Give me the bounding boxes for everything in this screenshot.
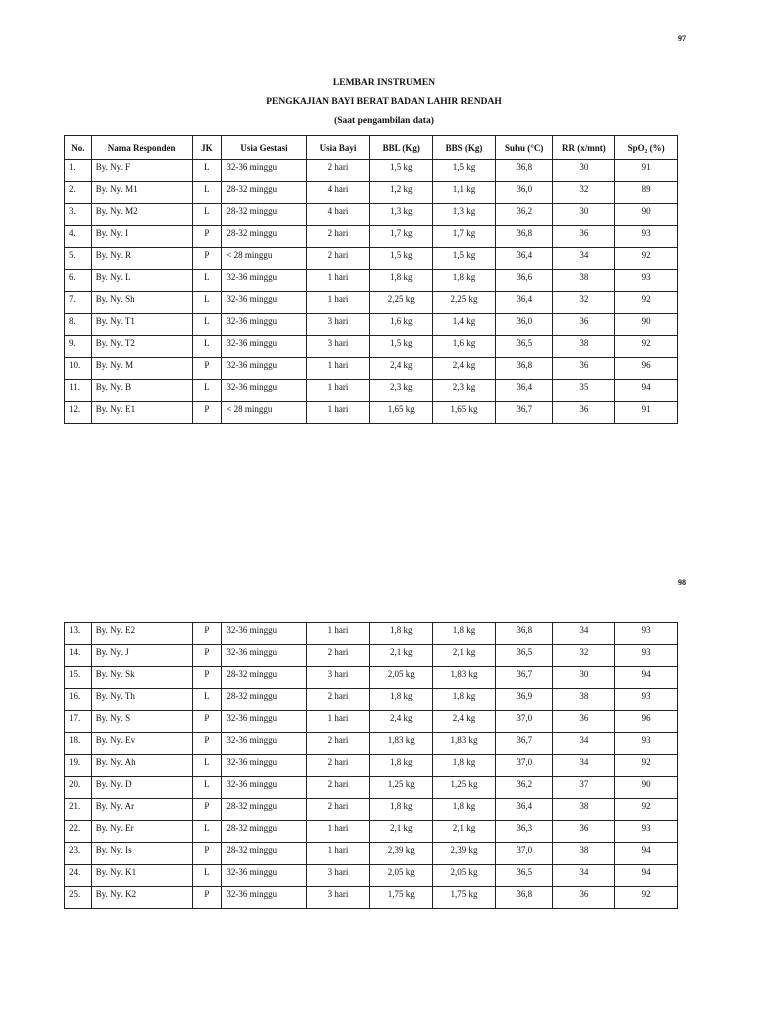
cell-jk: P <box>192 667 222 689</box>
cell-rr: 36 <box>553 402 615 424</box>
cell-usia-gestasi: 32-36 minggu <box>222 755 306 777</box>
table-row <box>65 887 678 909</box>
cell-bbs: 1,4 kg <box>433 314 496 336</box>
cell-no: 10. <box>65 358 92 380</box>
cell-spo2: 94 <box>615 380 678 402</box>
header-jk: JK <box>192 136 222 160</box>
cell-no: 8. <box>65 314 92 336</box>
cell-no: 13. <box>65 623 92 645</box>
cell-bbl: 2,4 kg <box>370 358 433 380</box>
cell-usia-gestasi: 32-36 minggu <box>222 733 306 755</box>
cell-no: 17. <box>65 711 92 733</box>
cell-spo2: 93 <box>615 733 678 755</box>
table-row <box>65 821 678 843</box>
table-row <box>65 380 678 402</box>
header-suhu: Suhu (°C) <box>495 136 553 160</box>
cell-usia-gestasi: 32-36 minggu <box>222 711 306 733</box>
cell-bbl: 1,65 kg <box>370 402 433 424</box>
cell-spo2: 96 <box>615 358 678 380</box>
cell-suhu: 36,4 <box>495 248 553 270</box>
cell-spo2: 92 <box>615 755 678 777</box>
cell-rr: 36 <box>553 887 615 909</box>
cell-suhu: 36,8 <box>495 160 553 182</box>
cell-usia-bayi: 1 hari <box>306 270 370 292</box>
header-no: No. <box>65 136 92 160</box>
cell-usia-bayi: 2 hari <box>306 645 370 667</box>
header-nama-responden: Nama Responden <box>91 136 192 160</box>
cell-no: 5. <box>65 248 92 270</box>
cell-bbs: 2,4 kg <box>433 358 496 380</box>
cell-bbs: 1,65 kg <box>433 402 496 424</box>
cell-no: 1. <box>65 160 92 182</box>
cell-suhu: 36,3 <box>495 821 553 843</box>
cell-bbs: 2,25 kg <box>433 292 496 314</box>
cell-bbs: 2,39 kg <box>433 843 496 865</box>
cell-suhu: 37,0 <box>495 755 553 777</box>
cell-bbl: 1,2 kg <box>370 182 433 204</box>
cell-nama-responden: By. Ny. Is <box>91 843 192 865</box>
cell-bbs: 1,83 kg <box>433 667 496 689</box>
cell-no: 2. <box>65 182 92 204</box>
cell-usia-gestasi: < 28 minggu <box>222 402 306 424</box>
table-row <box>65 248 678 270</box>
cell-usia-gestasi: 28-32 minggu <box>222 843 306 865</box>
cell-suhu: 36,2 <box>495 777 553 799</box>
table-row <box>65 292 678 314</box>
cell-rr: 36 <box>553 358 615 380</box>
cell-nama-responden: By. Ny. T2 <box>91 336 192 358</box>
cell-usia-bayi: 4 hari <box>306 182 370 204</box>
cell-usia-gestasi: 28-32 minggu <box>222 204 306 226</box>
table-row <box>65 667 678 689</box>
cell-bbl: 2,05 kg <box>370 667 433 689</box>
cell-jk: P <box>192 645 222 667</box>
document-title: LEMBAR INSTRUMEN <box>332 78 436 88</box>
cell-usia-bayi: 1 hari <box>306 402 370 424</box>
cell-bbl: 1,25 kg <box>370 777 433 799</box>
cell-rr: 36 <box>553 821 615 843</box>
cell-nama-responden: By. Ny. F <box>91 160 192 182</box>
cell-no: 11. <box>65 380 92 402</box>
cell-no: 7. <box>65 292 92 314</box>
cell-suhu: 36,7 <box>495 667 553 689</box>
cell-usia-bayi: 1 hari <box>306 821 370 843</box>
cell-usia-bayi: 2 hari <box>306 733 370 755</box>
cell-usia-gestasi: 28-32 minggu <box>222 667 306 689</box>
cell-spo2: 92 <box>615 248 678 270</box>
cell-usia-gestasi: 32-36 minggu <box>222 865 306 887</box>
cell-rr: 36 <box>553 226 615 248</box>
cell-nama-responden: By. Ny. Sh <box>91 292 192 314</box>
table-row <box>65 160 678 182</box>
cell-rr: 34 <box>553 623 615 645</box>
cell-jk: P <box>192 733 222 755</box>
cell-nama-responden: By. Ny. M <box>91 358 192 380</box>
cell-suhu: 36,8 <box>495 887 553 909</box>
cell-usia-gestasi: 28-32 minggu <box>222 821 306 843</box>
cell-jk: L <box>192 314 222 336</box>
cell-bbs: 2,05 kg <box>433 865 496 887</box>
table-row <box>65 755 678 777</box>
cell-jk: P <box>192 711 222 733</box>
cell-spo2: 89 <box>615 182 678 204</box>
cell-no: 15. <box>65 667 92 689</box>
cell-usia-gestasi: 28-32 minggu <box>222 799 306 821</box>
cell-nama-responden: By. Ny. B <box>91 380 192 402</box>
cell-suhu: 37,0 <box>495 711 553 733</box>
table-row <box>65 733 678 755</box>
table-row <box>65 358 678 380</box>
cell-usia-bayi: 2 hari <box>306 799 370 821</box>
cell-bbl: 2,1 kg <box>370 645 433 667</box>
cell-usia-bayi: 2 hari <box>306 226 370 248</box>
cell-usia-bayi: 2 hari <box>306 248 370 270</box>
cell-nama-responden: By. Ny. Er <box>91 821 192 843</box>
cell-usia-bayi: 3 hari <box>306 887 370 909</box>
cell-nama-responden: By. Ny. Ar <box>91 799 192 821</box>
cell-nama-responden: By. Ny. L <box>91 270 192 292</box>
header-bbs: BBS (Kg) <box>433 136 496 160</box>
cell-nama-responden: By. Ny. D <box>91 777 192 799</box>
cell-jk: L <box>192 821 222 843</box>
cell-bbl: 1,5 kg <box>370 336 433 358</box>
cell-suhu: 37,0 <box>495 843 553 865</box>
cell-bbl: 2,3 kg <box>370 380 433 402</box>
cell-jk: P <box>192 402 222 424</box>
cell-rr: 32 <box>553 182 615 204</box>
cell-jk: P <box>192 248 222 270</box>
cell-usia-bayi: 1 hari <box>306 623 370 645</box>
table-row <box>65 270 678 292</box>
cell-usia-bayi: 3 hari <box>306 314 370 336</box>
cell-usia-gestasi: 32-36 minggu <box>222 292 306 314</box>
cell-nama-responden: By. Ny. K1 <box>91 865 192 887</box>
cell-spo2: 91 <box>615 160 678 182</box>
cell-bbl: 2,39 kg <box>370 843 433 865</box>
cell-rr: 36 <box>553 314 615 336</box>
cell-no: 18. <box>65 733 92 755</box>
cell-nama-responden: By. Ny. T1 <box>91 314 192 336</box>
page-number-97: 97 <box>678 34 686 43</box>
cell-spo2: 92 <box>615 336 678 358</box>
cell-rr: 30 <box>553 160 615 182</box>
cell-bbs: 1,8 kg <box>433 623 496 645</box>
cell-jk: P <box>192 887 222 909</box>
cell-suhu: 36,4 <box>495 380 553 402</box>
cell-usia-bayi: 4 hari <box>306 204 370 226</box>
cell-usia-gestasi: 32-36 minggu <box>222 270 306 292</box>
cell-bbs: 2,3 kg <box>433 380 496 402</box>
cell-spo2: 90 <box>615 204 678 226</box>
cell-spo2: 93 <box>615 689 678 711</box>
cell-nama-responden: By. Ny. Th <box>91 689 192 711</box>
cell-nama-responden: By. Ny. E1 <box>91 402 192 424</box>
cell-jk: L <box>192 755 222 777</box>
table-row <box>65 645 678 667</box>
cell-bbl: 2,4 kg <box>370 711 433 733</box>
cell-usia-bayi: 3 hari <box>306 336 370 358</box>
page-number-98: 98 <box>678 578 686 587</box>
cell-jk: L <box>192 689 222 711</box>
cell-spo2: 96 <box>615 711 678 733</box>
cell-bbs: 1,6 kg <box>433 336 496 358</box>
cell-suhu: 36,8 <box>495 226 553 248</box>
cell-nama-responden: By. Ny. R <box>91 248 192 270</box>
cell-rr: 38 <box>553 843 615 865</box>
cell-nama-responden: By. Ny. K2 <box>91 887 192 909</box>
cell-jk: P <box>192 226 222 248</box>
cell-bbs: 1,8 kg <box>433 270 496 292</box>
table-row <box>65 711 678 733</box>
cell-usia-bayi: 3 hari <box>306 865 370 887</box>
cell-spo2: 91 <box>615 402 678 424</box>
cell-no: 12. <box>65 402 92 424</box>
cell-bbs: 2,1 kg <box>433 645 496 667</box>
cell-bbl: 1,75 kg <box>370 887 433 909</box>
table-row <box>65 182 678 204</box>
cell-bbl: 1,7 kg <box>370 226 433 248</box>
cell-usia-bayi: 1 hari <box>306 843 370 865</box>
cell-usia-gestasi: 28-32 minggu <box>222 226 306 248</box>
cell-nama-responden: By. Ny. M1 <box>91 182 192 204</box>
cell-bbl: 1,8 kg <box>370 270 433 292</box>
cell-bbs: 1,3 kg <box>433 204 496 226</box>
cell-usia-gestasi: 32-36 minggu <box>222 887 306 909</box>
cell-usia-bayi: 3 hari <box>306 667 370 689</box>
cell-bbs: 1,83 kg <box>433 733 496 755</box>
cell-rr: 32 <box>553 292 615 314</box>
cell-usia-gestasi: < 28 minggu <box>222 248 306 270</box>
cell-bbs: 1,25 kg <box>433 777 496 799</box>
cell-bbs: 1,7 kg <box>433 226 496 248</box>
cell-spo2: 92 <box>615 292 678 314</box>
cell-bbs: 2,1 kg <box>433 821 496 843</box>
cell-bbs: 1,1 kg <box>433 182 496 204</box>
cell-rr: 35 <box>553 380 615 402</box>
cell-nama-responden: By. Ny. I <box>91 226 192 248</box>
cell-no: 23. <box>65 843 92 865</box>
cell-nama-responden: By. Ny. Sk <box>91 667 192 689</box>
cell-spo2: 94 <box>615 667 678 689</box>
cell-usia-bayi: 1 hari <box>306 358 370 380</box>
cell-spo2: 94 <box>615 843 678 865</box>
cell-no: 14. <box>65 645 92 667</box>
table-row <box>65 777 678 799</box>
cell-rr: 36 <box>553 711 615 733</box>
cell-usia-bayi: 1 hari <box>306 380 370 402</box>
cell-bbs: 1,8 kg <box>433 689 496 711</box>
cell-rr: 38 <box>553 270 615 292</box>
cell-bbs: 1,8 kg <box>433 755 496 777</box>
cell-suhu: 36,8 <box>495 623 553 645</box>
cell-usia-gestasi: 32-36 minggu <box>222 314 306 336</box>
cell-bbl: 2,1 kg <box>370 821 433 843</box>
cell-no: 22. <box>65 821 92 843</box>
header-rr: RR (x/mnt) <box>553 136 615 160</box>
cell-spo2: 93 <box>615 821 678 843</box>
cell-usia-gestasi: 32-36 minggu <box>222 645 306 667</box>
cell-jk: L <box>192 380 222 402</box>
cell-rr: 37 <box>553 777 615 799</box>
cell-usia-bayi: 2 hari <box>306 689 370 711</box>
table-row <box>65 689 678 711</box>
cell-spo2: 90 <box>615 777 678 799</box>
cell-jk: L <box>192 182 222 204</box>
cell-no: 21. <box>65 799 92 821</box>
cell-no: 16. <box>65 689 92 711</box>
cell-usia-gestasi: 32-36 minggu <box>222 777 306 799</box>
cell-jk: L <box>192 777 222 799</box>
cell-suhu: 36,5 <box>495 865 553 887</box>
cell-spo2: 93 <box>615 226 678 248</box>
cell-suhu: 36,9 <box>495 689 553 711</box>
cell-jk: L <box>192 160 222 182</box>
cell-spo2: 92 <box>615 799 678 821</box>
cell-bbl: 2,05 kg <box>370 865 433 887</box>
cell-jk: L <box>192 336 222 358</box>
cell-spo2: 93 <box>615 645 678 667</box>
cell-suhu: 36,8 <box>495 358 553 380</box>
cell-bbl: 1,5 kg <box>370 160 433 182</box>
cell-rr: 38 <box>553 689 615 711</box>
assessment-table-page-97 <box>64 135 678 424</box>
cell-suhu: 36,4 <box>495 799 553 821</box>
cell-jk: L <box>192 204 222 226</box>
cell-jk: L <box>192 865 222 887</box>
cell-no: 4. <box>65 226 92 248</box>
cell-suhu: 36,7 <box>495 402 553 424</box>
cell-suhu: 36,5 <box>495 336 553 358</box>
cell-bbs: 1,5 kg <box>433 160 496 182</box>
cell-nama-responden: By. Ny. Ah <box>91 755 192 777</box>
cell-nama-responden: By. Ny. Ev <box>91 733 192 755</box>
cell-no: 25. <box>65 887 92 909</box>
cell-suhu: 36,2 <box>495 204 553 226</box>
cell-bbl: 1,5 kg <box>370 248 433 270</box>
cell-bbs: 1,8 kg <box>433 799 496 821</box>
cell-nama-responden: By. Ny. J <box>91 645 192 667</box>
table-row <box>65 623 678 645</box>
table-row <box>65 336 678 358</box>
cell-no: 20. <box>65 777 92 799</box>
cell-spo2: 93 <box>615 270 678 292</box>
cell-spo2: 94 <box>615 865 678 887</box>
cell-rr: 38 <box>553 336 615 358</box>
cell-suhu: 36,6 <box>495 270 553 292</box>
cell-suhu: 36,5 <box>495 645 553 667</box>
cell-rr: 30 <box>553 667 615 689</box>
cell-nama-responden: By. Ny. M2 <box>91 204 192 226</box>
table-row <box>65 314 678 336</box>
cell-usia-gestasi: 32-36 minggu <box>222 358 306 380</box>
cell-suhu: 36,7 <box>495 733 553 755</box>
cell-bbl: 1,8 kg <box>370 799 433 821</box>
cell-usia-bayi: 2 hari <box>306 755 370 777</box>
cell-usia-bayi: 1 hari <box>306 292 370 314</box>
cell-usia-gestasi: 32-36 minggu <box>222 160 306 182</box>
cell-usia-gestasi: 32-36 minggu <box>222 380 306 402</box>
cell-no: 3. <box>65 204 92 226</box>
cell-suhu: 36,4 <box>495 292 553 314</box>
cell-bbs: 1,75 kg <box>433 887 496 909</box>
cell-usia-gestasi: 32-36 minggu <box>222 336 306 358</box>
cell-rr: 34 <box>553 733 615 755</box>
header-spo2: SpO₂ (%) <box>615 136 678 160</box>
cell-jk: P <box>192 799 222 821</box>
table-header-row <box>65 136 678 160</box>
cell-usia-gestasi: 32-36 minggu <box>222 623 306 645</box>
cell-usia-bayi: 2 hari <box>306 777 370 799</box>
table-row <box>65 799 678 821</box>
cell-jk: P <box>192 623 222 645</box>
cell-bbl: 1,3 kg <box>370 204 433 226</box>
cell-no: 9. <box>65 336 92 358</box>
cell-rr: 34 <box>553 755 615 777</box>
table-row <box>65 843 678 865</box>
cell-bbs: 2,4 kg <box>433 711 496 733</box>
cell-no: 24. <box>65 865 92 887</box>
cell-spo2: 92 <box>615 887 678 909</box>
cell-rr: 32 <box>553 645 615 667</box>
header-usia-gestasi: Usia Gestasi <box>222 136 306 160</box>
table-row <box>65 402 678 424</box>
document-subtitle: PENGKAJIAN BAYI BERAT BADAN LAHIR RENDAH <box>266 97 502 107</box>
cell-jk: P <box>192 358 222 380</box>
cell-bbl: 1,8 kg <box>370 755 433 777</box>
document-note: (Saat pengambilan data) <box>334 116 434 126</box>
cell-jk: L <box>192 270 222 292</box>
cell-bbl: 1,83 kg <box>370 733 433 755</box>
cell-suhu: 36,0 <box>495 314 553 336</box>
cell-rr: 34 <box>553 248 615 270</box>
assessment-table-page-98 <box>64 622 678 909</box>
cell-rr: 34 <box>553 865 615 887</box>
table-row <box>65 204 678 226</box>
cell-bbl: 1,8 kg <box>370 623 433 645</box>
cell-suhu: 36,0 <box>495 182 553 204</box>
cell-usia-gestasi: 28-32 minggu <box>222 182 306 204</box>
table-row <box>65 865 678 887</box>
cell-spo2: 93 <box>615 623 678 645</box>
cell-spo2: 90 <box>615 314 678 336</box>
cell-rr: 38 <box>553 799 615 821</box>
header-bbl: BBL (Kg) <box>370 136 433 160</box>
cell-no: 19. <box>65 755 92 777</box>
cell-usia-bayi: 1 hari <box>306 711 370 733</box>
cell-jk: P <box>192 843 222 865</box>
cell-bbl: 1,8 kg <box>370 689 433 711</box>
cell-usia-gestasi: 28-32 minggu <box>222 689 306 711</box>
cell-bbl: 1,6 kg <box>370 314 433 336</box>
cell-rr: 30 <box>553 204 615 226</box>
cell-nama-responden: By. Ny. S <box>91 711 192 733</box>
table-row <box>65 226 678 248</box>
cell-usia-bayi: 2 hari <box>306 160 370 182</box>
cell-jk: L <box>192 292 222 314</box>
cell-no: 6. <box>65 270 92 292</box>
header-usia-bayi: Usia Bayi <box>306 136 370 160</box>
cell-nama-responden: By. Ny. E2 <box>91 623 192 645</box>
cell-bbs: 1,5 kg <box>433 248 496 270</box>
cell-bbl: 2,25 kg <box>370 292 433 314</box>
